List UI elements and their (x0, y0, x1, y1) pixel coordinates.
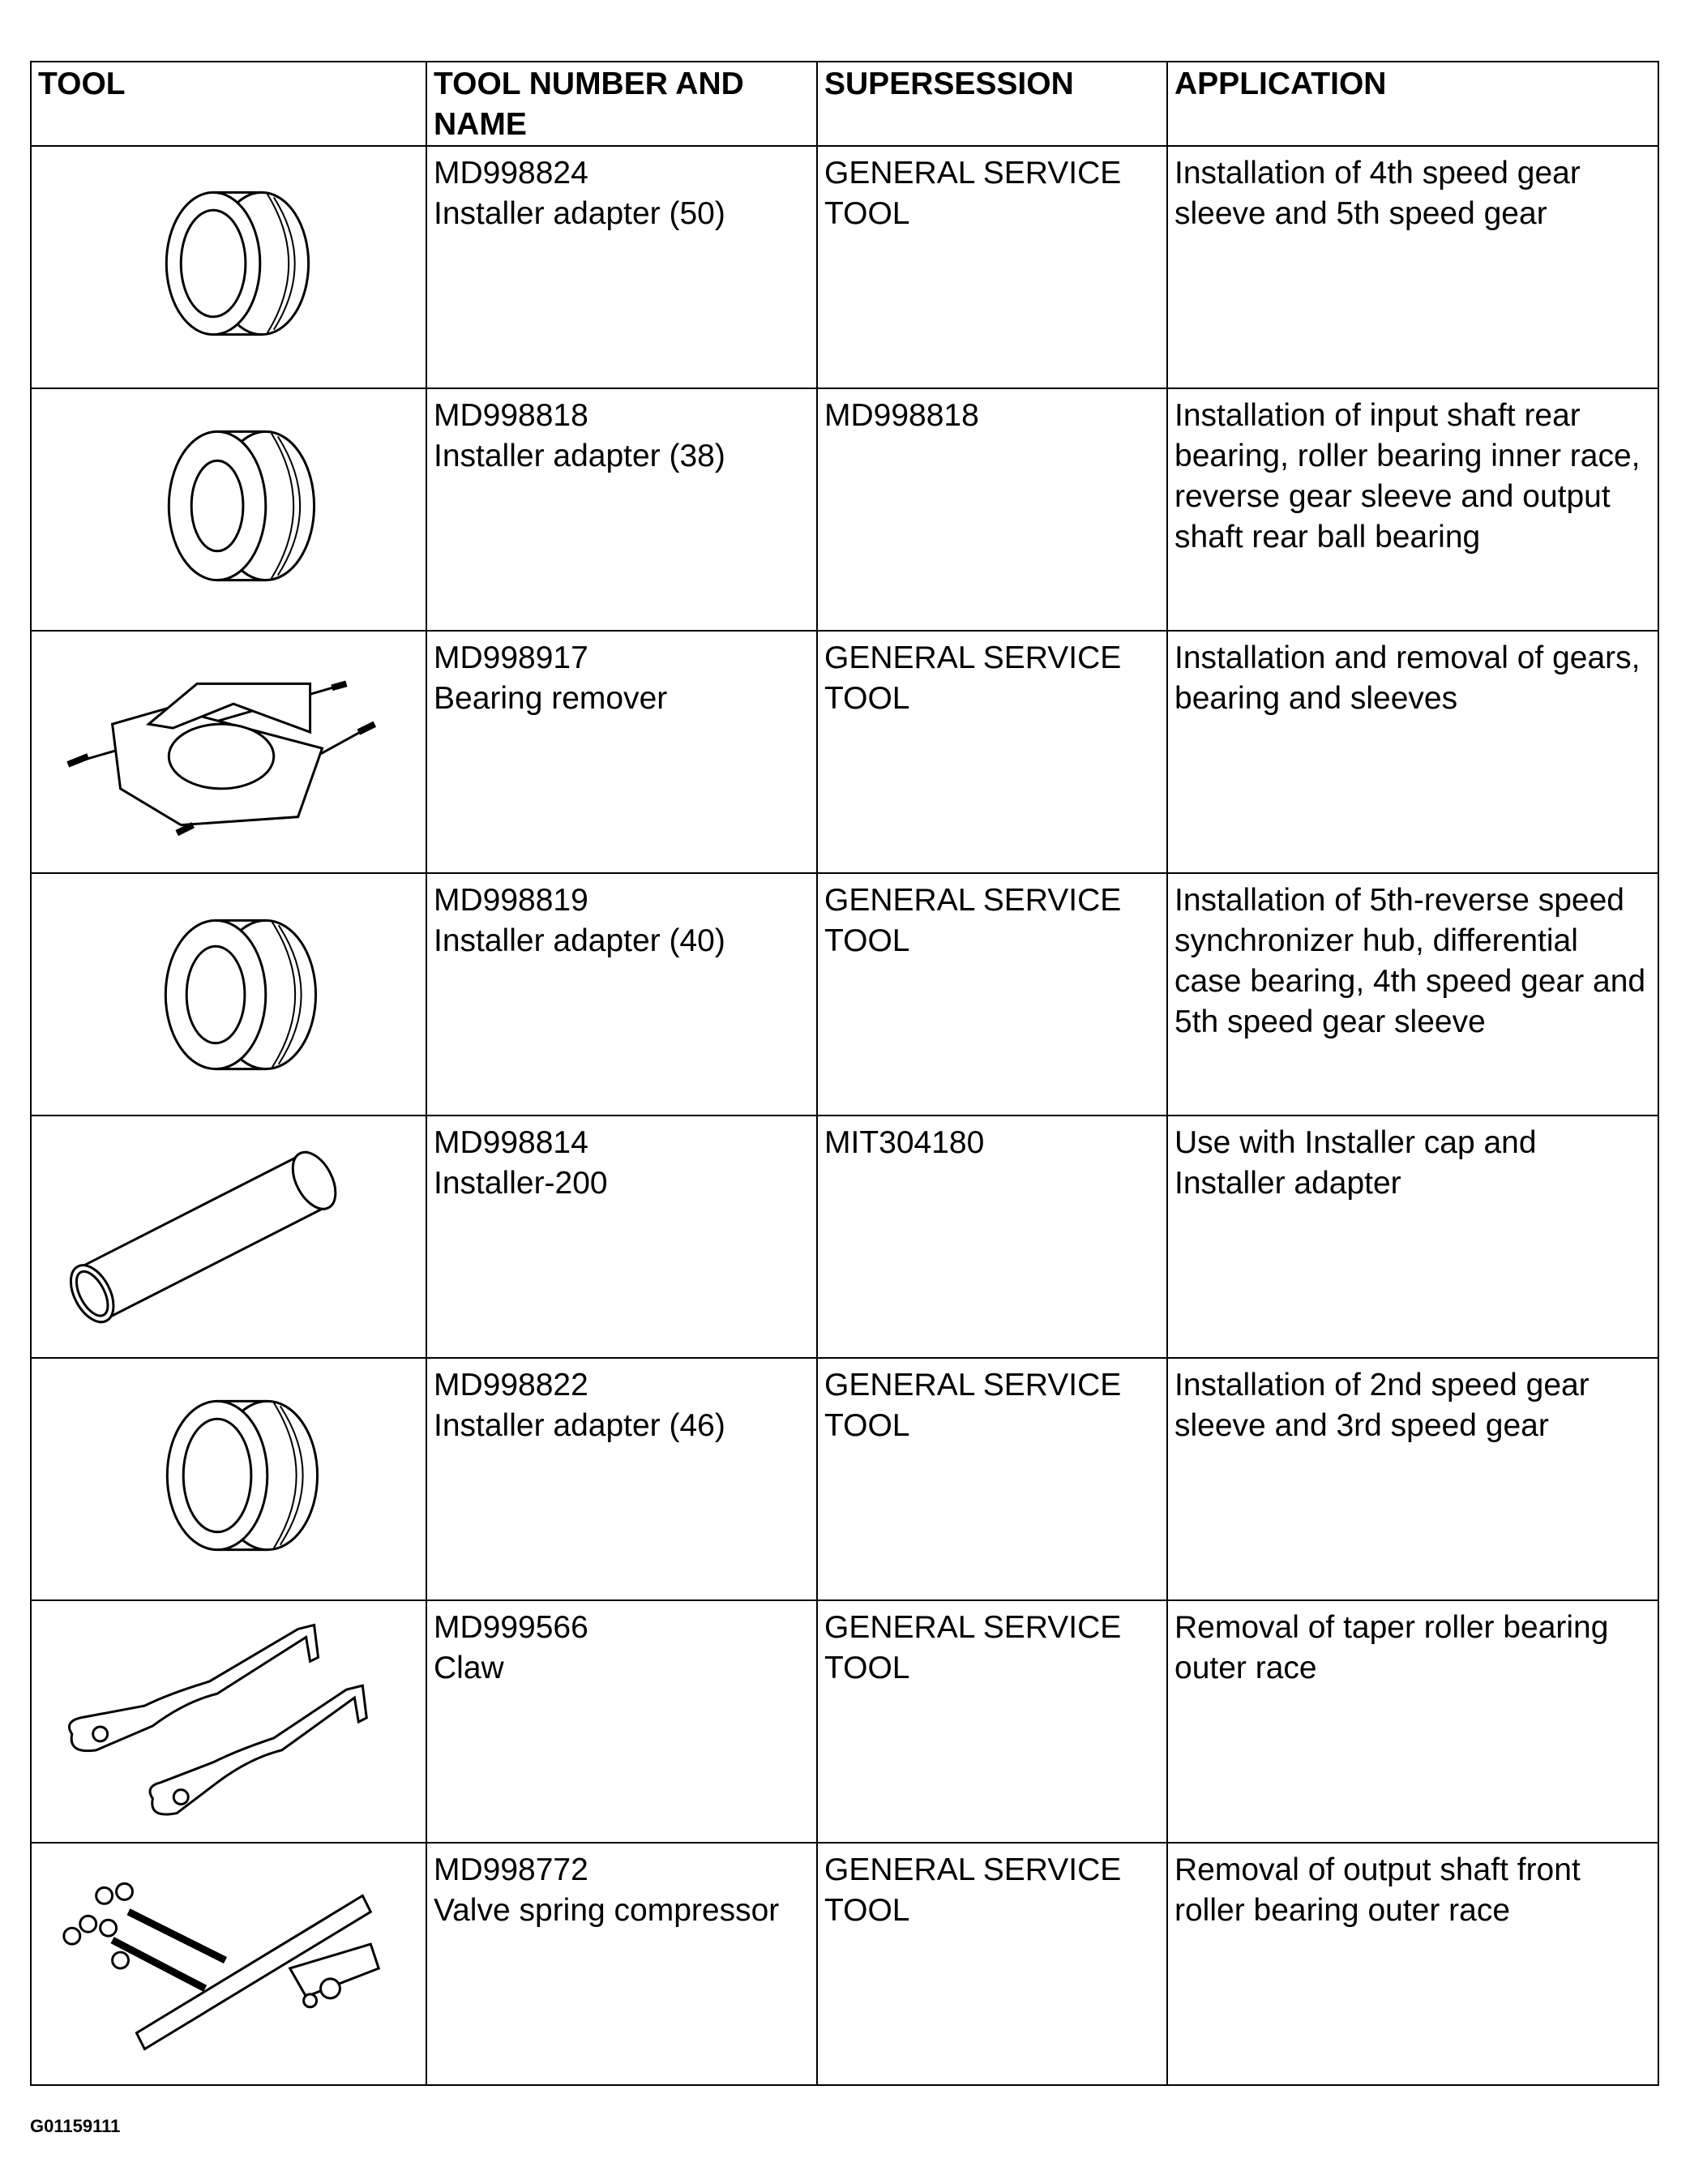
tool-number: MD998772 (434, 1852, 588, 1887)
tool-illustration-cell (31, 1358, 426, 1600)
figure-id: G01159111 (30, 2116, 121, 2136)
installer-adapter-icon (32, 874, 426, 1115)
table-row (31, 1843, 1658, 2085)
header-tool: TOOL (31, 62, 426, 146)
tool-name: Claw (434, 1651, 504, 1685)
header-supersession: SUPERSESSION (817, 62, 1167, 146)
tool-number-and-name-cell (426, 388, 817, 631)
application-cell: Installation of 2nd speed gear sleeve and 3rd speed gear (1167, 1358, 1658, 1600)
tool-name: Installer adapter (46) (434, 1408, 725, 1443)
table-row (31, 631, 1658, 873)
tool-number: MD998814 (434, 1125, 588, 1160)
tool-name: Installer adapter (38) (434, 439, 725, 473)
installer-tube-icon (32, 1116, 426, 1357)
special-tools-table (30, 61, 1659, 2086)
tool-name: Installer adapter (50) (434, 196, 725, 231)
tool-illustration-cell (31, 1116, 426, 1358)
tool-illustration-cell (31, 1600, 426, 1843)
tool-number: MD998819 (434, 883, 588, 918)
table-row (31, 388, 1658, 631)
table-row (31, 1600, 1658, 1843)
claw-icon (32, 1601, 426, 1842)
tool-number-and-name-cell (426, 1358, 817, 1600)
tool-illustration-cell (31, 631, 426, 873)
tool-name: Installer adapter (40) (434, 923, 725, 958)
application-cell: Installation of input shaft rear bearing, roller bearing inner race, reverse gear sleeve and output shaft rear ball bearing (1167, 388, 1658, 631)
tool-number: MD998917 (434, 640, 588, 675)
tool-number: MD999566 (434, 1610, 588, 1645)
tool-number: MD998818 (434, 398, 588, 433)
application-cell: Installation of 4th speed gear sleeve and 5th speed gear (1167, 146, 1658, 388)
supersession-cell: GENERAL SERVICE TOOL (817, 146, 1167, 388)
tool-illustration-cell (31, 146, 426, 388)
tool-number-and-name-cell (426, 873, 817, 1116)
table-row (31, 146, 1658, 388)
tool-number-and-name-cell (426, 146, 817, 388)
application-cell: Removal of taper roller bearing outer race (1167, 1600, 1658, 1843)
table-row (31, 873, 1658, 1116)
tool-name: Bearing remover (434, 681, 668, 716)
tool-number: MD998822 (434, 1368, 588, 1402)
tool-name: Valve spring compressor (434, 1893, 780, 1928)
supersession-cell: MD998818 (817, 388, 1167, 631)
tool-illustration-cell (31, 873, 426, 1116)
tool-name: Installer-200 (434, 1166, 608, 1201)
application-cell: Installation and removal of gears, bearing and sleeves (1167, 631, 1658, 873)
tool-illustration-cell (31, 1843, 426, 2085)
header-application: APPLICATION (1167, 62, 1658, 146)
header-tool-number-and-name: TOOL NUMBER AND NAME (426, 62, 817, 146)
table-header-row (31, 62, 1658, 146)
tool-number-and-name-cell (426, 1843, 817, 2085)
installer-adapter-icon (32, 1359, 426, 1599)
supersession-cell: GENERAL SERVICE TOOL (817, 1843, 1167, 2085)
installer-adapter-icon (32, 389, 426, 630)
tool-number-and-name-cell (426, 1116, 817, 1358)
tool-illustration-cell (31, 388, 426, 631)
application-cell: Removal of output shaft front roller bearing outer race (1167, 1843, 1658, 2085)
application-cell: Installation of 5th-reverse speed synchronizer hub, differential case bearing, 4th speed gear and 5th speed gear sleeve (1167, 873, 1658, 1116)
supersession-cell: GENERAL SERVICE TOOL (817, 1358, 1167, 1600)
tool-number-and-name-cell (426, 631, 817, 873)
installer-adapter-icon (32, 147, 426, 388)
table-row (31, 1116, 1658, 1358)
supersession-cell: GENERAL SERVICE TOOL (817, 873, 1167, 1116)
supersession-cell: GENERAL SERVICE TOOL (817, 1600, 1167, 1843)
table-row (31, 1358, 1658, 1600)
tool-number: MD998824 (434, 156, 588, 191)
valve-spring-compressor-icon (32, 1844, 426, 2084)
bearing-remover-icon (32, 632, 426, 872)
tool-number-and-name-cell (426, 1600, 817, 1843)
application-cell: Use with Installer cap and Installer adapter (1167, 1116, 1658, 1358)
supersession-cell: GENERAL SERVICE TOOL (817, 631, 1167, 873)
supersession-cell: MIT304180 (817, 1116, 1167, 1358)
